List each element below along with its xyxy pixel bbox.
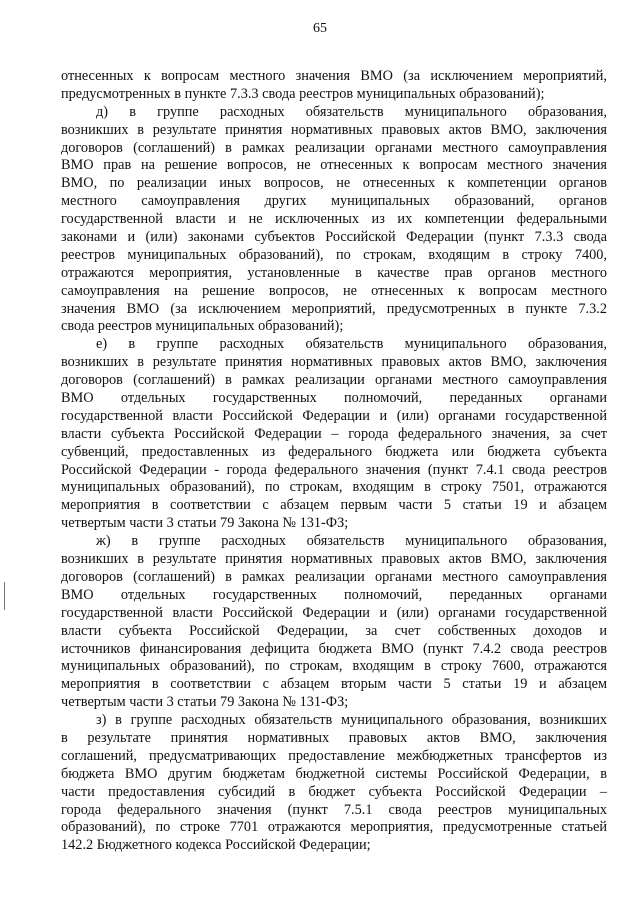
text-line: 142.2 Бюджетного кодекса Российской Федерации;	[61, 837, 371, 854]
text-line: четвертым части 3 статьи 79 Закона № 131-ФЗ;	[61, 694, 349, 711]
text-line: власти субъекта Российской Федерации, за счет собственных доходов и	[61, 622, 607, 639]
text-line: е) в группе расходных обязательств муниципального образования,	[96, 336, 607, 353]
text-line: ж) в группе расходных обязательств муниципального образования,	[96, 533, 607, 550]
text-line: ВМО прав на решение вопросов, не отнесенных к вопросам местного значения	[61, 157, 607, 174]
text-line: самоуправления на решение вопросов, не отнесенных к вопросам местного	[61, 282, 607, 299]
text-line: государственной власти Российской Федерации и (или) органами государственной	[61, 407, 607, 424]
text-line: д) в группе расходных обязательств муниципального образования,	[96, 103, 607, 120]
text-line: муниципальных образований), по строкам, входящим в строку 7501, отражаются	[61, 479, 607, 496]
text-line: Российской Федерации - города федерального значения (пункт 7.4.1 свода реестров	[61, 461, 607, 478]
text-line: власти субъекта Российской Федерации – города федерального значения, за счет	[61, 425, 607, 442]
text-line: договоров (соглашений) в рамках реализации органами местного самоуправления	[61, 372, 607, 389]
text-line: свода реестров муниципальных образований);	[61, 318, 344, 335]
text-line: ВМО отдельных государственных полномочий, переданных органами	[61, 390, 607, 407]
text-line: города федерального значения (пункт 7.5.1 свода реестров муниципальных	[61, 801, 607, 818]
text-line: отражаются мероприятия, установленные в качестве прав органов местного	[61, 264, 607, 281]
text-line: государственной власти и не исключенных из их компетенции федеральными	[61, 211, 607, 228]
text-line: ВМО, по реализации иных вопросов, не отнесенных к компетенции органов	[61, 175, 607, 192]
page-number: 65	[313, 21, 327, 36]
text-line: государственной власти Российской Федерации и (или) органами государственной	[61, 604, 607, 621]
text-line: образований), по строке 7701 отражаются мероприятия, предусмотренные статьей	[61, 819, 607, 836]
text-line: договоров (соглашений) в рамках реализации органами местного самоуправления	[61, 139, 607, 156]
text-line: отнесенных к вопросам местного значения ВМО (за исключением мероприятий,	[61, 68, 607, 84]
text-line: з) в группе расходных обязательств муниципального образования, возникших	[96, 712, 607, 729]
text-line: законами и (или) законами субъектов Российской Федерации (пункт 7.3.3 свода	[61, 229, 607, 246]
text-line: реестров муниципальных образований), по строкам, входящим в строку 7400,	[61, 246, 607, 263]
text-line: мероприятия в соответствии с абзацем первым части 5 статьи 19 и абзацем	[61, 497, 607, 514]
margin-scan-mark	[4, 582, 5, 610]
text-line: предусмотренных в пункте 7.3.3 свода реестров муниципальных образований);	[61, 85, 545, 102]
text-line: муниципальных образований), по строкам, входящим в строку 7600, отражаются	[61, 658, 607, 675]
text-line: возникших в результате принятия нормативных правовых актов ВМО, заключения	[61, 551, 607, 568]
document-body	[61, 68, 607, 855]
text-line: в результате принятия нормативных правовых актов ВМО, заключения	[61, 729, 607, 746]
text-line: соглашений, предусматривающих предоставление межбюджетных трансфертов из	[61, 747, 607, 764]
text-line: мероприятия в соответствии с абзацем вторым части 5 статьи 19 и абзацем	[61, 676, 607, 693]
text-line: субвенций, предоставленных из федерального бюджета или бюджета субъекта	[61, 443, 607, 460]
text-line: договоров (соглашений) в рамках реализации органами местного самоуправления	[61, 568, 607, 585]
text-line: значения ВМО (за исключением мероприятий, предусмотренных в пункте 7.3.2	[61, 300, 607, 317]
text-line: возникших в результате принятия нормативных правовых актов ВМО, заключения	[61, 121, 607, 138]
text-line: части предоставления субсидий в бюджет субъекта Российской Федерации –	[61, 783, 607, 800]
text-line: бюджета ВМО другим бюджетам бюджетной системы Российской Федерации, в	[61, 765, 607, 782]
text-line: местного самоуправления других муниципальных образований, органов	[61, 193, 607, 210]
text-line: возникших в результате принятия нормативных правовых актов ВМО, заключения	[61, 354, 607, 371]
text-line: четвертым части 3 статьи 79 Закона № 131-ФЗ;	[61, 515, 349, 532]
text-line: источников финансирования дефицита бюджета ВМО (пункт 7.4.2 свода реестров	[61, 640, 607, 657]
text-line: ВМО отдельных государственных полномочий, переданных органами	[61, 586, 607, 603]
